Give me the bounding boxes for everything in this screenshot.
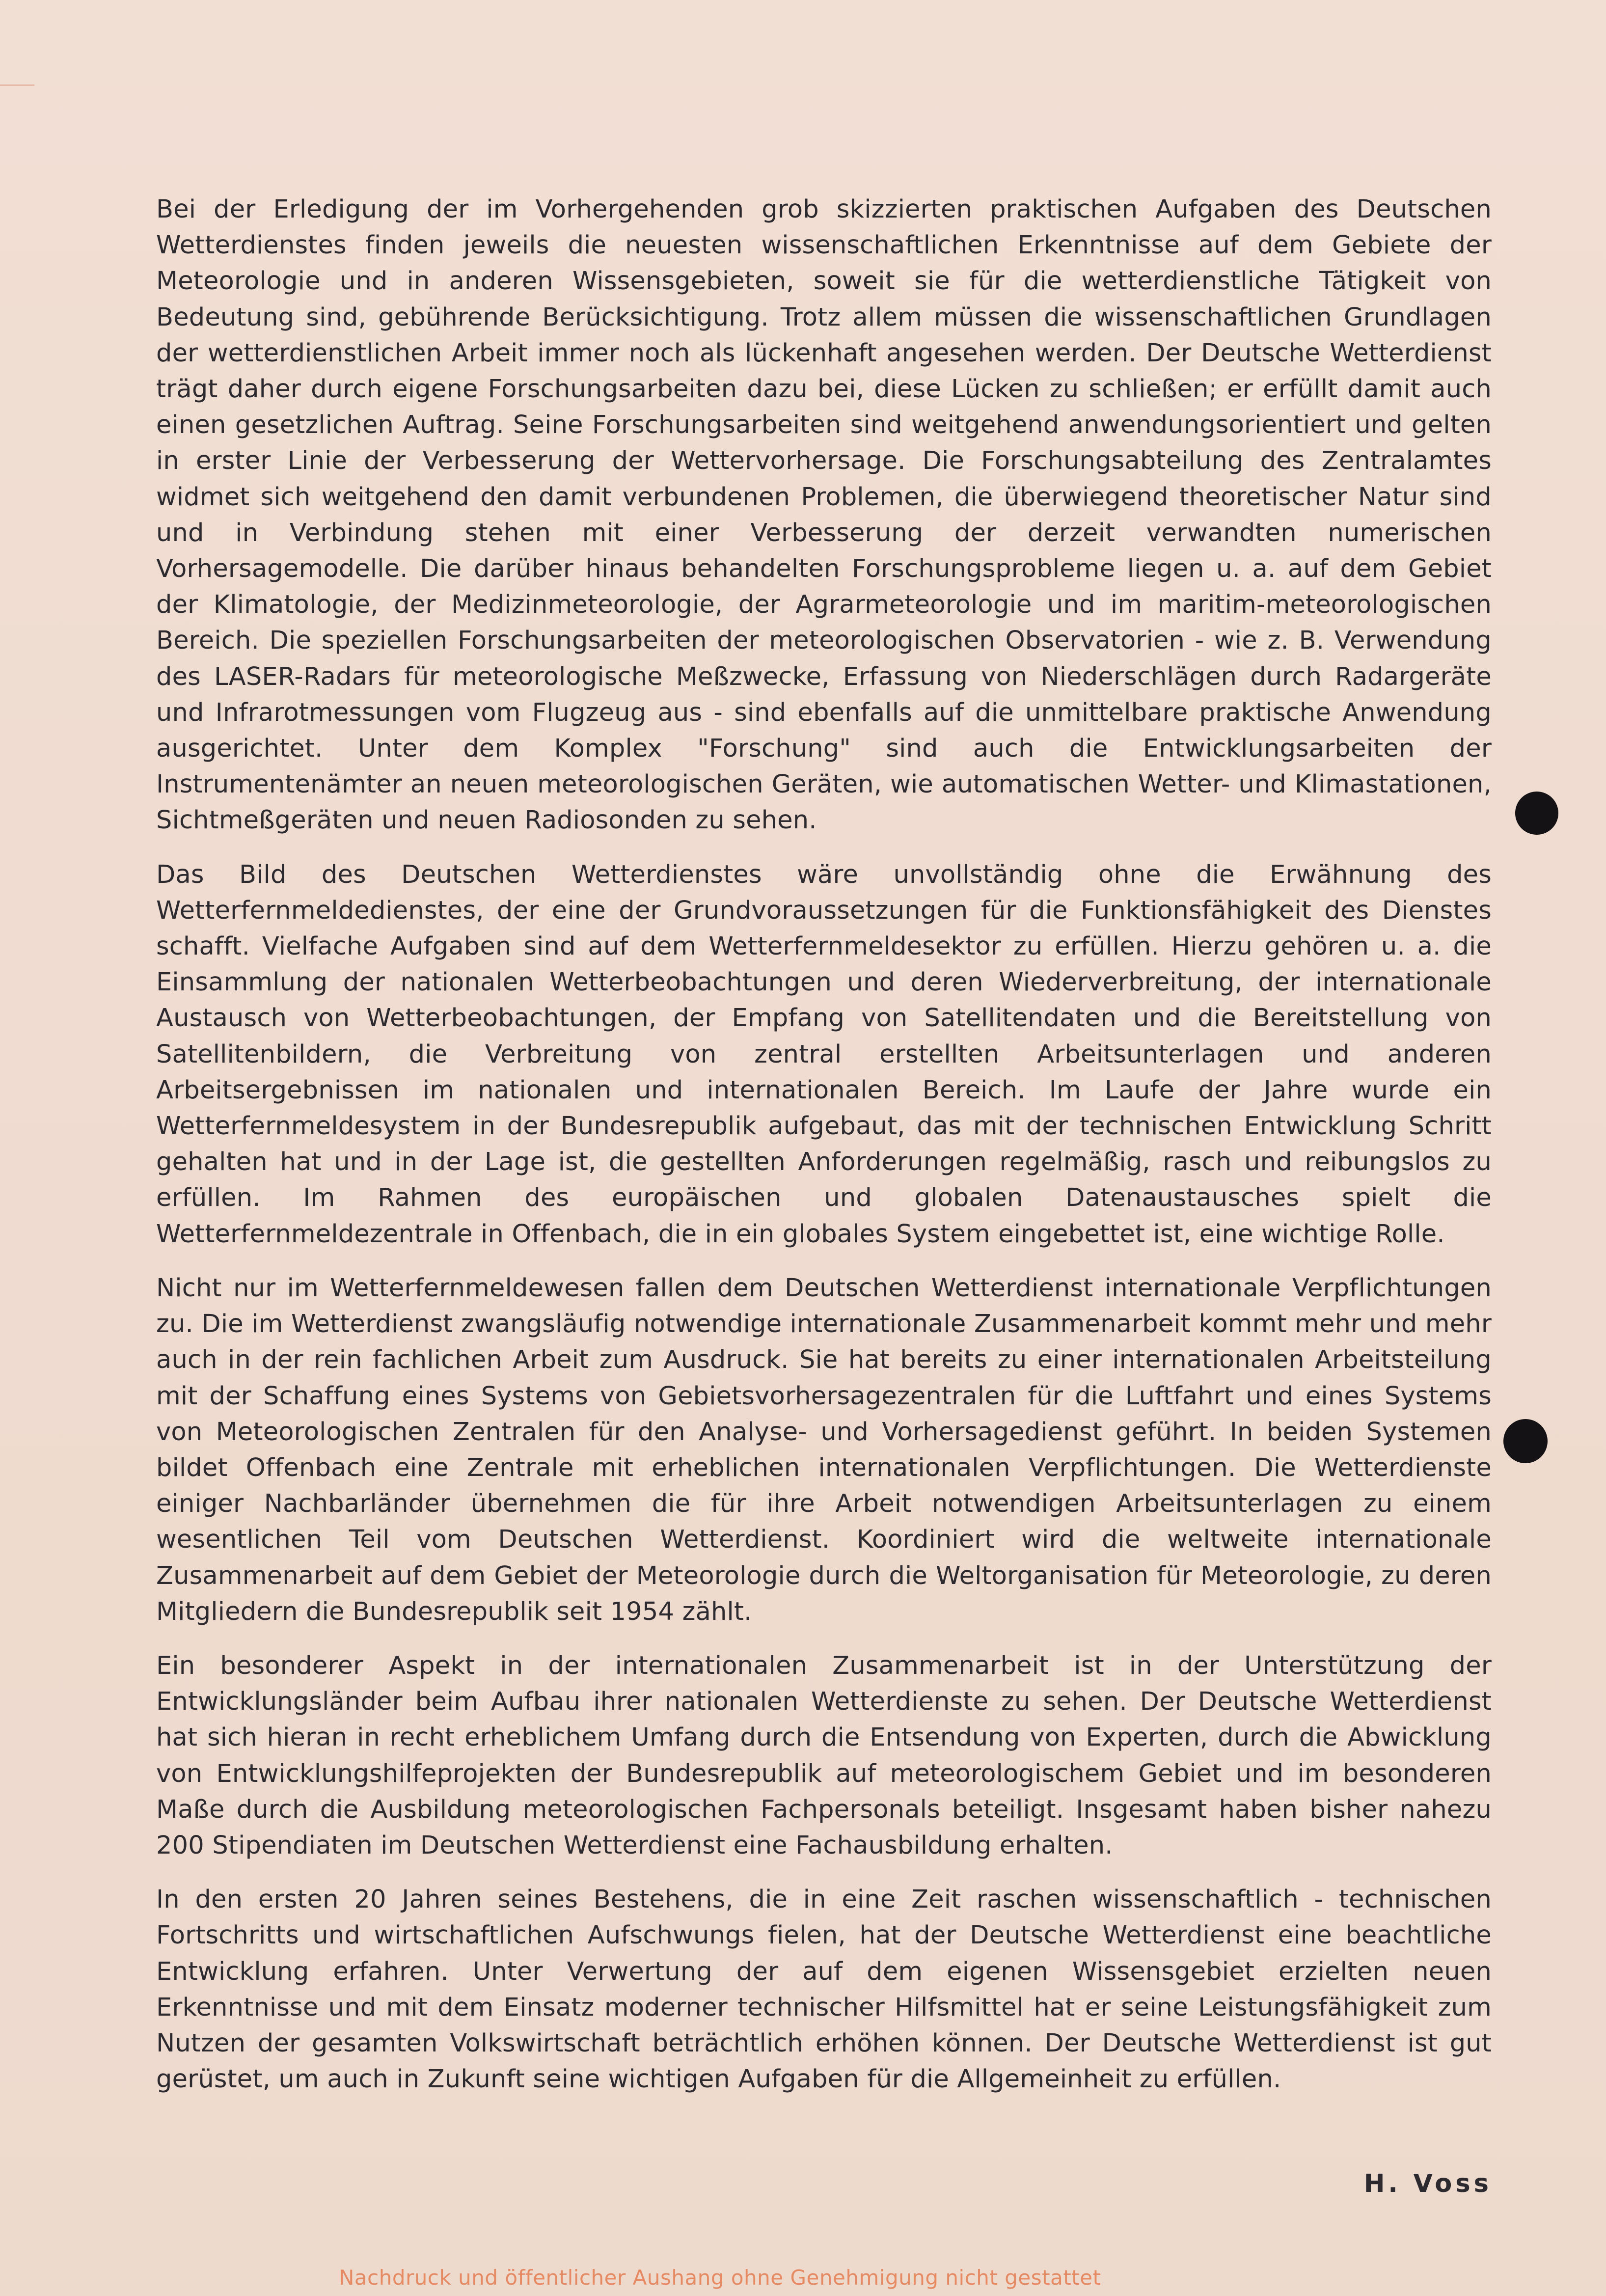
- paragraph-conclusion: In den ersten 20 Jahren seines Bestehens, die in eine Zeit raschen wissenschaftlich - technischen Fortschritts und wirtschaftlichen Aufschwungs fielen, hat der Deutsche Wetterdienst eine beachtliche Entwicklung erfahren. Unter Verwertung der auf dem eigenen Wissensgebiet erzielten neuen Erkenntnisse und mit dem Einsatz moderner technischer Hilfsmittel hat er seine Leistungsfähigkeit zum Nutzen der gesamten Volkswirtschaft beträchtlich erhöhen können. Der Deutsche Wetterdienst ist gut gerüstet, um auch in Zukunft seine wichtigen Aufgaben für die Allgemeinheit zu erfüllen.: [156, 1885, 1492, 2094]
- paragraph-development-aid: Ein besonderer Aspekt in der internationalen Zusammenarbeit ist in der Unterstützung der Entwicklungsländer beim Aufbau ihrer nationalen Wetterdienste zu sehen. Der Deutsche Wetterdienst hat sich hieran in recht erheblichem Umfang durch die Entsendung von Experten, durch die Abwicklung von Entwicklungshilfeprojekten der Bundesrepublik auf meteorologischem Gebiet und im besonderen Maße durch die Ausbildung meteorologischen Fachpersonals beteiligt. Insgesamt haben bisher nahezu 200 Stipendiaten im Deutschen Wetterdienst eine Fachausbildung erhalten.: [156, 1651, 1492, 1860]
- author-signature: H. Voss: [1363, 2169, 1492, 2198]
- paragraph-telecommunications: Das Bild des Deutschen Wetterdienstes wäre unvollständig ohne die Erwähnung des Wetterfernmeldedienstes, der eine der Grundvoraussetzungen für die Funktionsfähigkeit des Dienstes schafft. Vielfache Aufgaben sind auf dem Wetterfernmeldesektor zu erfüllen. Hierzu gehören u. a. die Einsammlung der nationalen Wetterbeobachtungen und deren Wiederverbreitung, der internationale Austausch von Wetterbeobachtungen, der Empfang von Satellitendaten und die Bereitstellung von Satellitenbildern, die Verbreitung von zentral erstellten Arbeitsunterlagen und anderen Arbeitsergebnissen im nationalen und internationalen Bereich. Im Laufe der Jahre wurde ein Wetterfernmeldesystem in der Bundesrepublik aufgebaut, das mit der technischen Entwicklung Schritt gehalten hat und in der Lage ist, die gestellten Anforderungen regelmäßig, rasch und reibungslos zu erfüllen. Im Rahmen des europäischen und globalen Datenaustausches spielt die Wetterfernmeldezentrale in Offenbach, die in ein globales System eingebettet ist, eine wichtige Rolle.: [156, 860, 1492, 1249]
- copyright-notice: Nachdruck und öffentlicher Aushang ohne Genehmigung nicht gestattet: [339, 2266, 1101, 2290]
- body-text: [156, 191, 1492, 2115]
- punch-hole: [1515, 792, 1558, 835]
- paragraph-international-cooperation: Nicht nur im Wetterfernmeldewesen fallen dem Deutschen Wetterdienst internationale Verpflichtungen zu. Die im Wetterdienst zwangsläufig notwendige internationale Zusammenarbeit kommt mehr und mehr auch in der rein fachlichen Arbeit zum Ausdruck. Sie hat bereits zu einer internationalen Arbeitsteilung mit der Schaffung eines Systems von Gebietsvorhersagezentralen für die Luftfahrt und eines Systems von Meteorologischen Zentralen für den Analyse- und Vorhersagedienst geführt. In beiden Systemen bildet Offenbach eine Zentrale mit erheblichen internationalen Verpflichtungen. Die Wetterdienste einiger Nachbarländer übernehmen die für ihre Arbeit notwendigen Arbeitsunterlagen zu einem wesentlichen Teil vom Deutschen Wetterdienst. Koordiniert wird die weltweite internationale Zusammenarbeit auf dem Gebiet der Meteorologie durch die Weltorganisation für Meteorologie, zu deren Mitgliedern die Bundesrepublik seit 1954 zählt.: [156, 1273, 1492, 1626]
- punch-hole: [1503, 1419, 1548, 1463]
- paragraph-research: Bei der Erledigung der im Vorhergehenden grob skizzierten praktischen Aufgaben des Deutschen Wetterdienstes finden jeweils die neuesten wissenschaftlichen Erkenntnisse auf dem Gebiete der Meteorologie und in anderen Wissensgebieten, soweit sie für die wetterdienstliche Tätigkeit von Bedeutung sind, gebührende Berücksichtigung. Trotz allem müssen die wissenschaftlichen Grundlagen der wetterdienstlichen Arbeit immer noch als lückenhaft angesehen werden. Der Deutsche Wetterdienst trägt daher durch eigene Forschungsarbeiten dazu bei, diese Lücken zu schließen; er erfüllt damit auch einen gesetzlichen Auftrag. Seine Forschungsarbeiten sind weitgehend anwendungsorientiert und gelten in erster Linie der Verbesserung der Wettervorhersage. Die Forschungsabteilung des Zentralamtes widmet sich weitgehend den damit verbundenen Problemen, die überwiegend theoretischer Natur sind und in Verbindung stehen mit einer Verbesserung der derzeit verwandten numerischen Vorhersagemodelle. Die darüber hinaus behandelten Forschungsprobleme liegen u. a. auf dem Gebiet der Klimatologie, der Medizinmeteorologie, der Agrarmeteorologie und im maritim-meteorologischen Bereich. Die speziellen Forschungsarbeiten der meteorologischen Observatorien - wie z. B. Verwendung des LASER-Radars für meteorologische Meßzwecke, Erfassung von Niederschlägen durch Radargeräte und Infrarotmessungen vom Flugzeug aus - sind ebenfalls auf die unmittelbare praktische Anwendung ausgerichtet. Unter dem Komplex "Forschung" sind auch die Entwicklungsarbeiten der Instrumentenämter an neuen meteorologischen Geräten, wie automatischen Wetter- und Klimastationen, Sichtmeßgeräten und neuen Radiosonden zu sehen.: [156, 195, 1492, 835]
- margin-mark: [0, 84, 34, 86]
